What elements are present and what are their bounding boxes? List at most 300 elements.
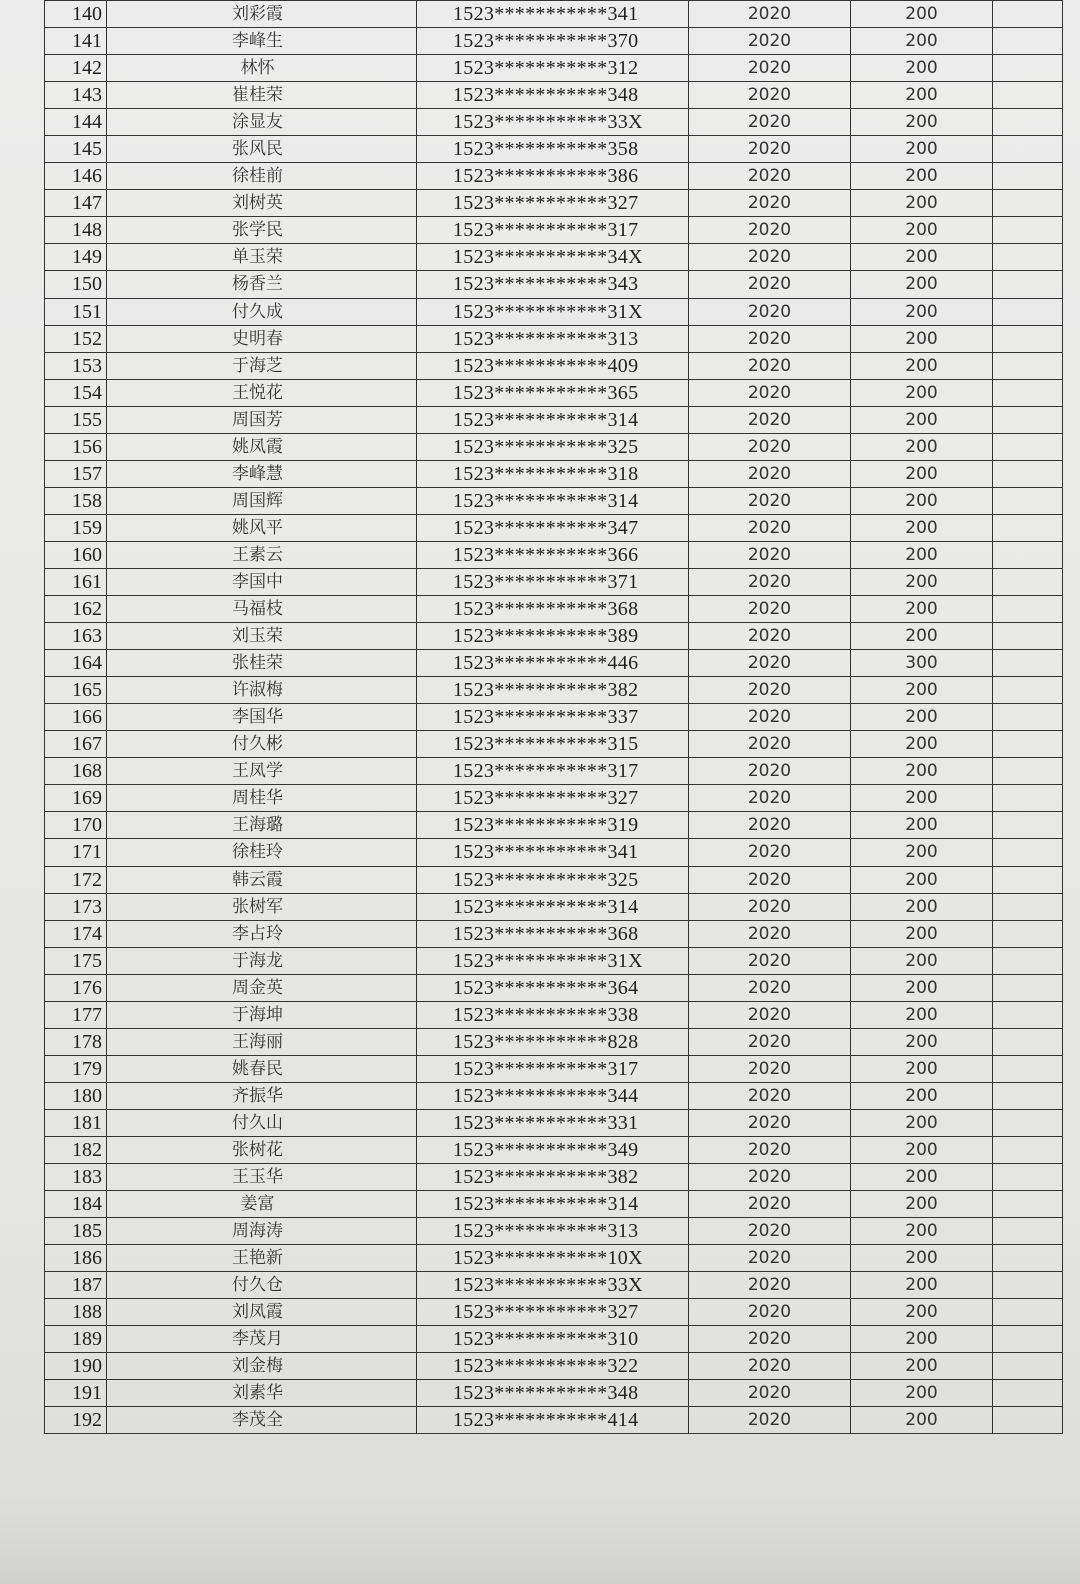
amount-cell: 200 bbox=[851, 677, 993, 704]
year-cell: 2020 bbox=[689, 217, 851, 244]
year-cell: 2020 bbox=[689, 163, 851, 190]
empty-cell bbox=[993, 785, 1063, 812]
name-cell: 李占玲 bbox=[107, 920, 417, 947]
year-cell: 2020 bbox=[689, 136, 851, 163]
empty-cell bbox=[993, 1353, 1063, 1380]
year-cell: 2020 bbox=[689, 190, 851, 217]
amount-cell: 200 bbox=[851, 1245, 993, 1272]
row-number-cell: 191 bbox=[45, 1380, 107, 1407]
id-number-cell: 1523***********368 bbox=[417, 596, 689, 623]
empty-cell bbox=[993, 1380, 1063, 1407]
row-number-cell: 157 bbox=[45, 460, 107, 487]
empty-cell bbox=[993, 487, 1063, 514]
table-row bbox=[45, 487, 1063, 514]
id-number-cell: 1523***********314 bbox=[417, 487, 689, 514]
year-cell: 2020 bbox=[689, 596, 851, 623]
row-number-cell: 152 bbox=[45, 325, 107, 352]
year-cell: 2020 bbox=[689, 785, 851, 812]
name-cell: 于海龙 bbox=[107, 947, 417, 974]
id-number-cell: 1523***********31X bbox=[417, 947, 689, 974]
empty-cell bbox=[993, 839, 1063, 866]
table-row bbox=[45, 28, 1063, 55]
name-cell: 刘金梅 bbox=[107, 1353, 417, 1380]
name-cell: 张学民 bbox=[107, 217, 417, 244]
id-number-cell: 1523***********318 bbox=[417, 460, 689, 487]
table-row bbox=[45, 1082, 1063, 1109]
name-cell: 史明春 bbox=[107, 325, 417, 352]
id-number-cell: 1523***********365 bbox=[417, 379, 689, 406]
table-row bbox=[45, 1028, 1063, 1055]
row-number-cell: 165 bbox=[45, 677, 107, 704]
table-row bbox=[45, 217, 1063, 244]
row-number-cell: 182 bbox=[45, 1136, 107, 1163]
empty-cell bbox=[993, 893, 1063, 920]
table-row bbox=[45, 568, 1063, 595]
amount-cell: 200 bbox=[851, 812, 993, 839]
name-cell: 单玉荣 bbox=[107, 244, 417, 271]
id-number-cell: 1523***********343 bbox=[417, 271, 689, 298]
row-number-cell: 180 bbox=[45, 1082, 107, 1109]
year-cell: 2020 bbox=[689, 298, 851, 325]
empty-cell bbox=[993, 217, 1063, 244]
table-row bbox=[45, 460, 1063, 487]
empty-cell bbox=[993, 920, 1063, 947]
table-row bbox=[45, 893, 1063, 920]
id-number-cell: 1523***********368 bbox=[417, 920, 689, 947]
id-number-cell: 1523***********366 bbox=[417, 541, 689, 568]
id-number-cell: 1523***********317 bbox=[417, 1055, 689, 1082]
id-number-cell: 1523***********341 bbox=[417, 1, 689, 28]
table-row bbox=[45, 352, 1063, 379]
row-number-cell: 146 bbox=[45, 163, 107, 190]
name-cell: 张树军 bbox=[107, 893, 417, 920]
id-number-cell: 1523***********313 bbox=[417, 325, 689, 352]
row-number-cell: 151 bbox=[45, 298, 107, 325]
table-row bbox=[45, 1164, 1063, 1191]
empty-cell bbox=[993, 82, 1063, 109]
table-row bbox=[45, 325, 1063, 352]
id-number-cell: 1523***********310 bbox=[417, 1326, 689, 1353]
id-number-cell: 1523***********34X bbox=[417, 244, 689, 271]
amount-cell: 200 bbox=[851, 1, 993, 28]
id-number-cell: 1523***********364 bbox=[417, 974, 689, 1001]
id-number-cell: 1523***********319 bbox=[417, 812, 689, 839]
year-cell: 2020 bbox=[689, 1353, 851, 1380]
table-row bbox=[45, 244, 1063, 271]
name-cell: 周国辉 bbox=[107, 487, 417, 514]
amount-cell: 200 bbox=[851, 1001, 993, 1028]
amount-cell: 200 bbox=[851, 1326, 993, 1353]
empty-cell bbox=[993, 812, 1063, 839]
year-cell: 2020 bbox=[689, 28, 851, 55]
amount-cell: 200 bbox=[851, 541, 993, 568]
amount-cell: 200 bbox=[851, 1109, 993, 1136]
name-cell: 周金英 bbox=[107, 974, 417, 1001]
id-number-cell: 1523***********317 bbox=[417, 758, 689, 785]
name-cell: 刘素华 bbox=[107, 1380, 417, 1407]
year-cell: 2020 bbox=[689, 1028, 851, 1055]
amount-cell: 200 bbox=[851, 1028, 993, 1055]
year-cell: 2020 bbox=[689, 568, 851, 595]
table-row bbox=[45, 947, 1063, 974]
table-row bbox=[45, 1245, 1063, 1272]
empty-cell bbox=[993, 1028, 1063, 1055]
empty-cell bbox=[993, 1001, 1063, 1028]
row-number-cell: 183 bbox=[45, 1164, 107, 1191]
row-number-cell: 181 bbox=[45, 1109, 107, 1136]
name-cell: 张桂荣 bbox=[107, 650, 417, 677]
year-cell: 2020 bbox=[689, 866, 851, 893]
amount-cell: 200 bbox=[851, 596, 993, 623]
year-cell: 2020 bbox=[689, 1136, 851, 1163]
empty-cell bbox=[993, 379, 1063, 406]
row-number-cell: 149 bbox=[45, 244, 107, 271]
name-cell: 崔桂荣 bbox=[107, 82, 417, 109]
table-row bbox=[45, 1109, 1063, 1136]
amount-cell: 200 bbox=[851, 1218, 993, 1245]
table-row bbox=[45, 1136, 1063, 1163]
id-number-cell: 1523***********325 bbox=[417, 433, 689, 460]
id-number-cell: 1523***********33X bbox=[417, 109, 689, 136]
id-number-cell: 1523***********313 bbox=[417, 1218, 689, 1245]
amount-cell: 200 bbox=[851, 947, 993, 974]
year-cell: 2020 bbox=[689, 1326, 851, 1353]
empty-cell bbox=[993, 596, 1063, 623]
id-number-cell: 1523***********349 bbox=[417, 1136, 689, 1163]
table-row bbox=[45, 704, 1063, 731]
name-cell: 齐振华 bbox=[107, 1082, 417, 1109]
year-cell: 2020 bbox=[689, 704, 851, 731]
id-number-cell: 1523***********344 bbox=[417, 1082, 689, 1109]
table-row bbox=[45, 731, 1063, 758]
year-cell: 2020 bbox=[689, 55, 851, 82]
amount-cell: 200 bbox=[851, 893, 993, 920]
table-row bbox=[45, 1326, 1063, 1353]
name-cell: 姚凤霞 bbox=[107, 433, 417, 460]
name-cell: 刘玉荣 bbox=[107, 623, 417, 650]
row-number-cell: 167 bbox=[45, 731, 107, 758]
name-cell: 王海丽 bbox=[107, 1028, 417, 1055]
id-number-cell: 1523***********409 bbox=[417, 352, 689, 379]
table-row bbox=[45, 271, 1063, 298]
empty-cell bbox=[993, 298, 1063, 325]
amount-cell: 200 bbox=[851, 1407, 993, 1434]
id-number-cell: 1523***********327 bbox=[417, 190, 689, 217]
row-number-cell: 156 bbox=[45, 433, 107, 460]
year-cell: 2020 bbox=[689, 1380, 851, 1407]
row-number-cell: 161 bbox=[45, 568, 107, 595]
id-number-cell: 1523***********348 bbox=[417, 1380, 689, 1407]
id-number-cell: 1523***********338 bbox=[417, 1001, 689, 1028]
amount-cell: 300 bbox=[851, 650, 993, 677]
name-cell: 王悦花 bbox=[107, 379, 417, 406]
id-number-cell: 1523***********315 bbox=[417, 731, 689, 758]
table-row bbox=[45, 920, 1063, 947]
row-number-cell: 168 bbox=[45, 758, 107, 785]
year-cell: 2020 bbox=[689, 460, 851, 487]
year-cell: 2020 bbox=[689, 731, 851, 758]
table-row bbox=[45, 1272, 1063, 1299]
row-number-cell: 190 bbox=[45, 1353, 107, 1380]
row-number-cell: 141 bbox=[45, 28, 107, 55]
empty-cell bbox=[993, 1245, 1063, 1272]
amount-cell: 200 bbox=[851, 839, 993, 866]
row-number-cell: 150 bbox=[45, 271, 107, 298]
row-number-cell: 147 bbox=[45, 190, 107, 217]
amount-cell: 200 bbox=[851, 271, 993, 298]
empty-cell bbox=[993, 866, 1063, 893]
row-number-cell: 192 bbox=[45, 1407, 107, 1434]
table-row bbox=[45, 55, 1063, 82]
amount-cell: 200 bbox=[851, 433, 993, 460]
table-row bbox=[45, 1299, 1063, 1326]
row-number-cell: 187 bbox=[45, 1272, 107, 1299]
table-row bbox=[45, 1218, 1063, 1245]
empty-cell bbox=[993, 1326, 1063, 1353]
empty-cell bbox=[993, 433, 1063, 460]
table-row bbox=[45, 406, 1063, 433]
subsidy-table-wrapper bbox=[44, 0, 1062, 1434]
id-number-cell: 1523***********347 bbox=[417, 514, 689, 541]
row-number-cell: 189 bbox=[45, 1326, 107, 1353]
year-cell: 2020 bbox=[689, 1272, 851, 1299]
amount-cell: 200 bbox=[851, 1164, 993, 1191]
row-number-cell: 172 bbox=[45, 866, 107, 893]
empty-cell bbox=[993, 1136, 1063, 1163]
name-cell: 周桂华 bbox=[107, 785, 417, 812]
empty-cell bbox=[993, 190, 1063, 217]
name-cell: 徐桂玲 bbox=[107, 839, 417, 866]
id-number-cell: 1523***********31X bbox=[417, 298, 689, 325]
amount-cell: 200 bbox=[851, 379, 993, 406]
row-number-cell: 159 bbox=[45, 514, 107, 541]
empty-cell bbox=[993, 1, 1063, 28]
empty-cell bbox=[993, 541, 1063, 568]
empty-cell bbox=[993, 406, 1063, 433]
id-number-cell: 1523***********382 bbox=[417, 677, 689, 704]
row-number-cell: 144 bbox=[45, 109, 107, 136]
year-cell: 2020 bbox=[689, 839, 851, 866]
year-cell: 2020 bbox=[689, 1299, 851, 1326]
amount-cell: 200 bbox=[851, 514, 993, 541]
name-cell: 李茂全 bbox=[107, 1407, 417, 1434]
table-row bbox=[45, 974, 1063, 1001]
empty-cell bbox=[993, 109, 1063, 136]
year-cell: 2020 bbox=[689, 1164, 851, 1191]
name-cell: 许淑梅 bbox=[107, 677, 417, 704]
year-cell: 2020 bbox=[689, 109, 851, 136]
table-row bbox=[45, 82, 1063, 109]
table-row bbox=[45, 1001, 1063, 1028]
empty-cell bbox=[993, 1082, 1063, 1109]
empty-cell bbox=[993, 1109, 1063, 1136]
amount-cell: 200 bbox=[851, 460, 993, 487]
empty-cell bbox=[993, 352, 1063, 379]
empty-cell bbox=[993, 947, 1063, 974]
amount-cell: 200 bbox=[851, 974, 993, 1001]
table-row bbox=[45, 514, 1063, 541]
year-cell: 2020 bbox=[689, 947, 851, 974]
empty-cell bbox=[993, 514, 1063, 541]
row-number-cell: 154 bbox=[45, 379, 107, 406]
id-number-cell: 1523***********314 bbox=[417, 893, 689, 920]
page-shading bbox=[0, 1494, 1080, 1584]
id-number-cell: 1523***********314 bbox=[417, 1191, 689, 1218]
empty-cell bbox=[993, 704, 1063, 731]
amount-cell: 200 bbox=[851, 568, 993, 595]
name-cell: 李峰慧 bbox=[107, 460, 417, 487]
empty-cell bbox=[993, 28, 1063, 55]
row-number-cell: 142 bbox=[45, 55, 107, 82]
year-cell: 2020 bbox=[689, 379, 851, 406]
empty-cell bbox=[993, 1055, 1063, 1082]
empty-cell bbox=[993, 623, 1063, 650]
amount-cell: 200 bbox=[851, 298, 993, 325]
name-cell: 李茂月 bbox=[107, 1326, 417, 1353]
name-cell: 姚风平 bbox=[107, 514, 417, 541]
table-row bbox=[45, 839, 1063, 866]
year-cell: 2020 bbox=[689, 893, 851, 920]
year-cell: 2020 bbox=[689, 514, 851, 541]
name-cell: 李国华 bbox=[107, 704, 417, 731]
id-number-cell: 1523***********314 bbox=[417, 406, 689, 433]
year-cell: 2020 bbox=[689, 974, 851, 1001]
amount-cell: 200 bbox=[851, 1136, 993, 1163]
empty-cell bbox=[993, 650, 1063, 677]
amount-cell: 200 bbox=[851, 785, 993, 812]
name-cell: 李峰生 bbox=[107, 28, 417, 55]
table-body bbox=[45, 1, 1063, 1434]
name-cell: 徐桂前 bbox=[107, 163, 417, 190]
row-number-cell: 177 bbox=[45, 1001, 107, 1028]
amount-cell: 200 bbox=[851, 1082, 993, 1109]
name-cell: 马福枝 bbox=[107, 596, 417, 623]
amount-cell: 200 bbox=[851, 352, 993, 379]
id-number-cell: 1523***********322 bbox=[417, 1353, 689, 1380]
row-number-cell: 163 bbox=[45, 623, 107, 650]
id-number-cell: 1523***********312 bbox=[417, 55, 689, 82]
amount-cell: 200 bbox=[851, 704, 993, 731]
name-cell: 林怀 bbox=[107, 55, 417, 82]
row-number-cell: 170 bbox=[45, 812, 107, 839]
name-cell: 王凤学 bbox=[107, 758, 417, 785]
year-cell: 2020 bbox=[689, 1109, 851, 1136]
amount-cell: 200 bbox=[851, 487, 993, 514]
amount-cell: 200 bbox=[851, 1380, 993, 1407]
name-cell: 付久成 bbox=[107, 298, 417, 325]
table-row bbox=[45, 109, 1063, 136]
amount-cell: 200 bbox=[851, 1353, 993, 1380]
empty-cell bbox=[993, 55, 1063, 82]
amount-cell: 200 bbox=[851, 1055, 993, 1082]
year-cell: 2020 bbox=[689, 271, 851, 298]
row-number-cell: 179 bbox=[45, 1055, 107, 1082]
row-number-cell: 162 bbox=[45, 596, 107, 623]
year-cell: 2020 bbox=[689, 650, 851, 677]
row-number-cell: 171 bbox=[45, 839, 107, 866]
empty-cell bbox=[993, 244, 1063, 271]
year-cell: 2020 bbox=[689, 623, 851, 650]
id-number-cell: 1523***********341 bbox=[417, 839, 689, 866]
year-cell: 2020 bbox=[689, 1245, 851, 1272]
amount-cell: 200 bbox=[851, 55, 993, 82]
year-cell: 2020 bbox=[689, 1082, 851, 1109]
year-cell: 2020 bbox=[689, 758, 851, 785]
amount-cell: 200 bbox=[851, 325, 993, 352]
empty-cell bbox=[993, 460, 1063, 487]
name-cell: 王艳新 bbox=[107, 1245, 417, 1272]
table-row bbox=[45, 190, 1063, 217]
empty-cell bbox=[993, 758, 1063, 785]
year-cell: 2020 bbox=[689, 433, 851, 460]
name-cell: 刘彩霞 bbox=[107, 1, 417, 28]
id-number-cell: 1523***********382 bbox=[417, 1164, 689, 1191]
amount-cell: 200 bbox=[851, 217, 993, 244]
table-row bbox=[45, 623, 1063, 650]
id-number-cell: 1523***********386 bbox=[417, 163, 689, 190]
year-cell: 2020 bbox=[689, 325, 851, 352]
amount-cell: 200 bbox=[851, 920, 993, 947]
amount-cell: 200 bbox=[851, 136, 993, 163]
name-cell: 张风民 bbox=[107, 136, 417, 163]
name-cell: 王玉华 bbox=[107, 1164, 417, 1191]
row-number-cell: 155 bbox=[45, 406, 107, 433]
name-cell: 李国中 bbox=[107, 568, 417, 595]
id-number-cell: 1523***********331 bbox=[417, 1109, 689, 1136]
table-row bbox=[45, 596, 1063, 623]
row-number-cell: 173 bbox=[45, 893, 107, 920]
row-number-cell: 164 bbox=[45, 650, 107, 677]
id-number-cell: 1523***********446 bbox=[417, 650, 689, 677]
id-number-cell: 1523***********325 bbox=[417, 866, 689, 893]
name-cell: 张树花 bbox=[107, 1136, 417, 1163]
name-cell: 于海芝 bbox=[107, 352, 417, 379]
amount-cell: 200 bbox=[851, 28, 993, 55]
id-number-cell: 1523***********348 bbox=[417, 82, 689, 109]
table-row bbox=[45, 812, 1063, 839]
year-cell: 2020 bbox=[689, 1, 851, 28]
id-number-cell: 1523***********371 bbox=[417, 568, 689, 595]
empty-cell bbox=[993, 136, 1063, 163]
name-cell: 付久山 bbox=[107, 1109, 417, 1136]
row-number-cell: 186 bbox=[45, 1245, 107, 1272]
amount-cell: 200 bbox=[851, 1299, 993, 1326]
name-cell: 王素云 bbox=[107, 541, 417, 568]
empty-cell bbox=[993, 974, 1063, 1001]
row-number-cell: 143 bbox=[45, 82, 107, 109]
table-row bbox=[45, 1380, 1063, 1407]
row-number-cell: 185 bbox=[45, 1218, 107, 1245]
id-number-cell: 1523***********327 bbox=[417, 785, 689, 812]
name-cell: 于海坤 bbox=[107, 1001, 417, 1028]
amount-cell: 200 bbox=[851, 758, 993, 785]
empty-cell bbox=[993, 163, 1063, 190]
empty-cell bbox=[993, 1407, 1063, 1434]
id-number-cell: 1523***********327 bbox=[417, 1299, 689, 1326]
year-cell: 2020 bbox=[689, 1407, 851, 1434]
table-row bbox=[45, 1353, 1063, 1380]
table-row bbox=[45, 136, 1063, 163]
empty-cell bbox=[993, 1299, 1063, 1326]
name-cell: 姚春民 bbox=[107, 1055, 417, 1082]
year-cell: 2020 bbox=[689, 82, 851, 109]
amount-cell: 200 bbox=[851, 406, 993, 433]
empty-cell bbox=[993, 677, 1063, 704]
amount-cell: 200 bbox=[851, 731, 993, 758]
table-row bbox=[45, 1407, 1063, 1434]
name-cell: 周海涛 bbox=[107, 1218, 417, 1245]
name-cell: 姜富 bbox=[107, 1191, 417, 1218]
